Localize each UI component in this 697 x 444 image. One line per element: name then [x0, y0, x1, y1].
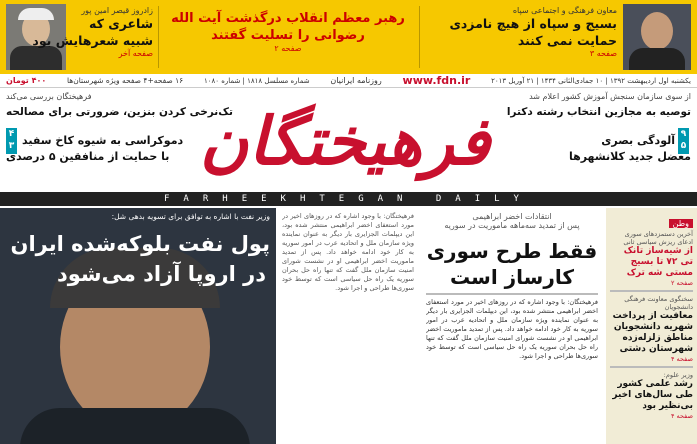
right-side-headline-3[interactable]: معضل جدید کلانشهرها	[568, 150, 691, 163]
center-headline-2: کارساز است	[449, 265, 574, 289]
teaser-left[interactable]	[0, 0, 157, 74]
teaser-left-kicker: زادروز قیصر امین پور	[81, 6, 153, 15]
lead-headline-2: در اروپا آزاد می‌شود	[56, 262, 266, 286]
masthead-tagline: FARHEEKHTEGAN DAILY	[0, 192, 697, 206]
center-kicker-1: انتقادات اخضر ابراهیمی	[472, 212, 552, 221]
top-teaser-bar	[0, 0, 697, 74]
dateline-bar	[0, 74, 697, 88]
teaser-left-headline-2: شبیه شعرهایش بود	[32, 33, 153, 48]
brief-3-kicker: وزیر علوم:	[663, 371, 693, 379]
divider	[610, 290, 693, 292]
brief-1-headline[interactable]: از شیه‌ساز تانک تی ۷۲ تا بسیج مستی شه‌ ترک	[623, 246, 693, 278]
center-kicker-2: پس از تمدید سه‌ماهه ماموریت در سوریه	[444, 221, 580, 230]
teaser-left-page: صفحه آخر	[118, 49, 153, 58]
right-side-note: از سوی سازمان سنجش آموزش کشور اعلام شد	[529, 92, 691, 101]
price: ۴۰۰ تومان	[6, 76, 47, 85]
issue-number: شماره مسلسل ۱۸۱۸ | شماره ۱۰۸۰	[203, 76, 310, 85]
brief-2-headline[interactable]: معافیت از پرداخت شهریه دانشجویان مناطق زلزله‌زده شهرستان دشتی	[612, 311, 693, 354]
lead-headline-1: پول نفت بلوکه‌شده ایران	[10, 232, 270, 256]
photo-right	[623, 4, 691, 70]
brief-2-page: صفحه ۴	[670, 355, 693, 363]
lead-kicker: وزیر نفت با اشاره به توافق برای تسویه بدهی شل:	[111, 212, 270, 221]
center-story[interactable]	[420, 208, 604, 444]
teaser-center-headline-2: رضوانی را تسلیت گفتند	[211, 28, 365, 43]
teaser-center[interactable]	[160, 0, 418, 74]
paper-type: روزنامه ایرانیان	[330, 76, 382, 85]
site-url[interactable]: www.fdn.ir	[402, 74, 471, 87]
newspaper-logo[interactable]: فرهیختگان	[199, 102, 491, 180]
news-briefs-column	[606, 208, 697, 444]
teaser-center-headline-1: رهبر معظم انقلاب درگذشت آیت الله	[171, 11, 405, 26]
teaser-right-headline-1: بسیج و سپاه از هیچ نامزدی	[449, 16, 617, 31]
dateline-date: یکشنبه اول اردیبهشت ۱۳۹۲ | ۱۰ جمادی‌الثانی ۱۴۳۴ | ۲۱ آوریل ۲۰۱۳	[491, 76, 691, 85]
left-side-headline-3[interactable]: با حمایت از منافقین ۵ درصدی	[6, 150, 170, 163]
divider	[419, 6, 420, 68]
teaser-left-headline-1: شاعری که	[89, 16, 153, 31]
side-story	[278, 208, 418, 444]
page-number-badge: ۴ ۳	[6, 128, 17, 154]
teaser-right-kicker: معاون فرهنگی و اجتماعی سپاه	[512, 6, 617, 15]
brief-3-page: صفحه ۴	[670, 412, 693, 420]
teaser-right[interactable]	[420, 0, 697, 74]
brief-3-headline[interactable]: رشد علمی کشور طی سال‌های اخیر بی‌نظیر بود	[612, 379, 693, 411]
center-headline-1: فقط طرح سوری	[426, 239, 598, 263]
teaser-right-page: صفحه ۳	[589, 49, 617, 58]
page-count: ۱۶ صفحه+۴ صفحه ویژه شهرستان‌ها	[67, 76, 184, 85]
brief-1-kicker: آخرین دستمزدهای سوری ادعای ریزش سیاسی ثانی	[623, 230, 693, 246]
left-side-headline-2[interactable]: دموکراسی به شیوه کاخ سفید	[22, 134, 184, 147]
lead-story[interactable]	[0, 208, 276, 444]
left-side-note: فرهیختگان بررسی می‌کند	[6, 92, 92, 101]
divider	[610, 366, 693, 368]
center-body: فرهیختگان: با وجود اشاره که در روزهای اخیر در مورد استعفای اخضر ابراهیمی منتشر شده بود، این دیپلمات الجزایری بار دیگر به عنوان نماینده ویژه سازمان ملل و اتحادیه عرب در امور سوریه به کار خود ادامه خواهد داد. پس از تمدید ماموریت اخضر ابراهیمی او در نشست شورای امنیت سازمان ملل گفت که تنها راه حل بحران سوریه یک راه حل سیاسی است که توسط خود سوری‌ها طراحی و اجرا شود.	[426, 298, 598, 360]
side-body: فرهیختگان: با وجود اشاره که در روزهای اخیر در مورد استعفای اخضر ابراهیمی منتشر شده بود، این دیپلمات الجزایری بار دیگر به عنوان نماینده ویژه سازمان ملل و اتحادیه عرب در امور سوریه به کار خود ادامه خواهد داد. پس از تمدید ماموریت اخضر ابراهیمی او در نشست شورای امنیت سازمان ملل گفت که تنها راه حل بحران سوریه یک راه حل سیاسی است که توسط خود سوری‌ها طراحی و اجرا شود.	[282, 212, 414, 292]
teaser-right-headline-2: حمایت نمی کنند	[517, 33, 617, 48]
brief-1-page: صفحه ۲	[670, 279, 693, 287]
page-number-badge: ۹ ۵	[678, 128, 689, 154]
right-side-headline-1[interactable]: توصیه به مجازین انتخاب رشته دکترا	[506, 106, 691, 118]
left-side-headline-1[interactable]: تک‌نرخی کردن بنزین، ضرورتی برای مصالحه	[6, 106, 233, 118]
section-tag: وطن	[669, 219, 693, 228]
divider	[158, 6, 159, 68]
teaser-center-page: صفحه ۲	[274, 44, 302, 53]
divider	[426, 293, 598, 295]
brief-2-kicker: سخنگوی معاونت فرهنگی دانشجویان	[624, 295, 693, 311]
masthead	[0, 88, 697, 206]
right-side-headline-2[interactable]: آلودگی بصری	[601, 134, 675, 147]
